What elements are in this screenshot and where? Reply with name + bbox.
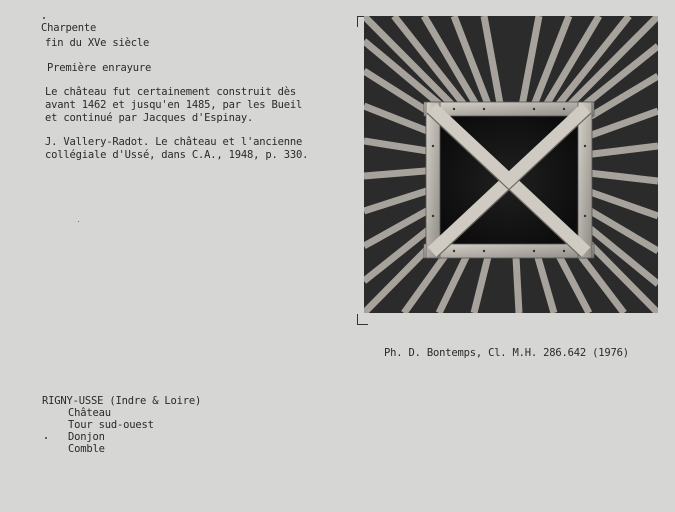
description-line: Le château fut certainement construit dès: [45, 86, 296, 98]
bullet-mark: [43, 17, 45, 19]
reference-line: J. Vallery-Radot. Le château et l'ancienne: [45, 136, 303, 148]
location-item: Château: [68, 407, 111, 419]
description-line: avant 1462 et jusqu'en 1485, par les Bueil: [45, 99, 303, 111]
location-title: RIGNY-USSE (Indre & Loire): [42, 395, 202, 407]
photo-credit: Ph. D. Bontemps, Cl. M.H. 286.642 (1976): [384, 347, 629, 359]
location-item: Comble: [68, 443, 105, 455]
reference-line: collégiale d'Ussé, dans C.A., 1948, p. 330.: [45, 149, 309, 161]
description-line: et continué par Jacques d'Espinay.: [45, 112, 254, 124]
location-item: Donjon: [68, 431, 105, 443]
photo-illustration: [364, 16, 658, 313]
roof-framework-photo: [364, 16, 658, 313]
speck: [78, 221, 79, 222]
category-label: Charpente: [41, 22, 97, 34]
location-item: Tour sud-ouest: [68, 419, 154, 431]
bullet-mark: [45, 437, 47, 439]
subject-label: Première enrayure: [47, 62, 152, 74]
date-label: fin du XVe siècle: [45, 37, 150, 49]
photo-corner-mark: [357, 314, 368, 325]
photo-corner-mark: [357, 16, 364, 27]
